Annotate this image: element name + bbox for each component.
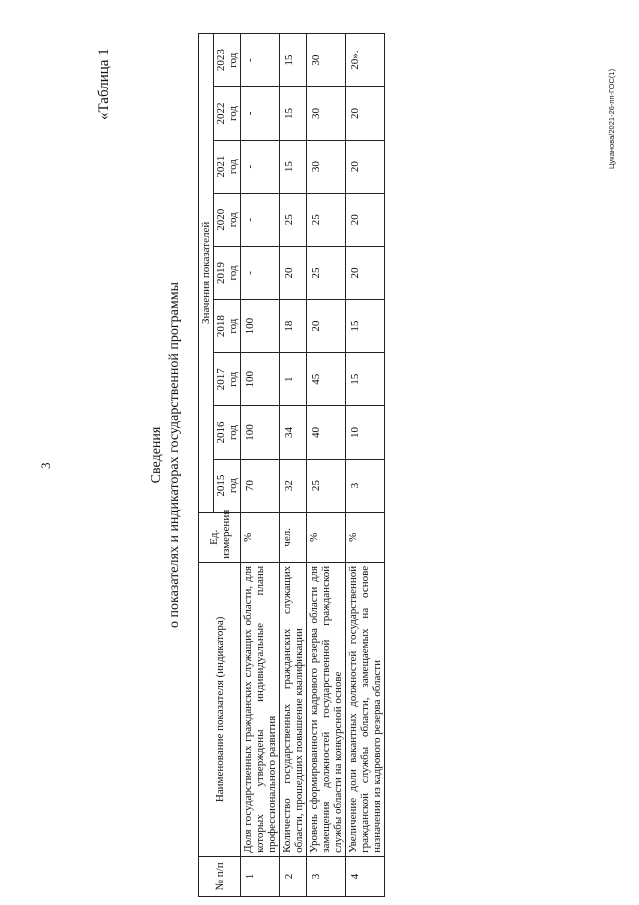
indicators-table [198,33,385,897]
row-value: - [241,87,280,140]
header-values: Значения показателей [199,34,214,513]
row-value: 20». [346,34,385,87]
row-value: 100 [241,406,280,459]
row-value: 100 [241,353,280,406]
document-code: Цуканова/2021-26-пп-ГОС(1) [607,68,616,169]
header-num: № п/п [199,856,241,896]
row-unit: % [346,512,385,562]
row-value: - [241,193,280,246]
row-value: 1 [280,353,307,406]
header-year: 2017 год [214,353,241,406]
page-number: 3 [38,462,53,469]
table-row [346,34,385,897]
row-unit: % [307,512,346,562]
row-value: - [241,140,280,193]
row-name: Увеличение доли вакантных должностей государственной гражданской службы области, замещаемых на основе назначения из кадрового резерва области [346,562,385,856]
header-name: Наименование показателя (индикатора) [199,562,241,856]
row-value: 45 [307,353,346,406]
row-value: 32 [280,459,307,512]
row-value: 15 [280,87,307,140]
row-value: 10 [346,406,385,459]
row-value: 18 [280,300,307,353]
row-value: 30 [307,87,346,140]
row-value: 15 [346,353,385,406]
row-num: 4 [346,856,385,896]
row-value: 25 [307,459,346,512]
header-row-1 [199,34,214,897]
header-year: 2019 год [214,246,241,299]
row-name: Уровень сформированности кадрового резерва области для замещения должностей государственной гражданской службы области на конкурсной основе [307,562,346,856]
header-year: 2021 год [214,140,241,193]
row-value: 34 [280,406,307,459]
row-name: Доля государственных гражданских служащих области, для которых утверждены индивидуальные планы профессионального развития [241,562,280,856]
row-name: Количество государственных гражданских служащих области, прошедших повышение квалификации [280,562,307,856]
row-value: 25 [307,193,346,246]
row-value: 30 [307,34,346,87]
row-unit: чел. [280,512,307,562]
header-year: 2015 год [214,459,241,512]
row-value: 20 [346,246,385,299]
table-row [241,34,280,897]
header-year: 2016 год [214,406,241,459]
row-value: 15 [280,140,307,193]
row-value: 15 [346,300,385,353]
row-value: 15 [280,34,307,87]
row-value: 3 [346,459,385,512]
header-year: 2022 год [214,87,241,140]
title-line-2: о показателях и индикаторах государственной программы [167,282,182,628]
header-unit: Ед. измерения [199,512,241,562]
row-value: 40 [307,406,346,459]
row-value: - [241,246,280,299]
row-value: 70 [241,459,280,512]
header-year: 2023 год [214,34,241,87]
row-value: 20 [280,246,307,299]
title-block [148,155,184,755]
header-year: 2020 год [214,193,241,246]
title-line-1: Сведения [149,426,164,484]
header-year: 2018 год [214,300,241,353]
table-label: «Таблица 1 [96,48,112,120]
row-value: - [241,34,280,87]
table-row [280,34,307,897]
row-value: 20 [307,300,346,353]
row-value: 100 [241,300,280,353]
row-value: 20 [346,87,385,140]
row-value: 20 [346,140,385,193]
row-unit: % [241,512,280,562]
row-num: 2 [280,856,307,896]
row-value: 25 [307,246,346,299]
table-row [307,34,346,897]
row-value: 20 [346,193,385,246]
row-value: 25 [280,193,307,246]
row-num: 1 [241,856,280,896]
row-value: 30 [307,140,346,193]
row-num: 3 [307,856,346,896]
